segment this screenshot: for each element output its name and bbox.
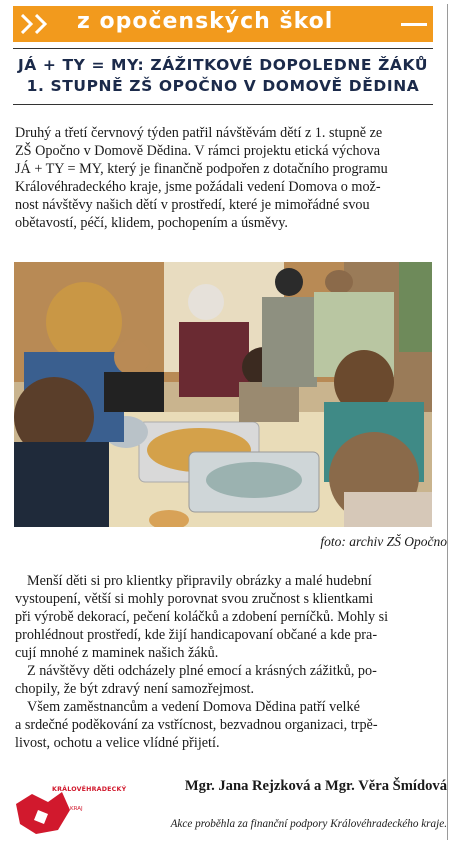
article-authors: Mgr. Jana Rejzková a Mgr. Věra Šmídová bbox=[184, 778, 447, 794]
text-line: Menší děti si pro klientky připravily obrázky a malé hudební bbox=[27, 573, 372, 589]
section-title: z opočenských škol bbox=[77, 9, 334, 34]
logo-subtext: KRAJ bbox=[70, 806, 83, 812]
text-line: vystoupení, větší si mohly porovnat svou zručnost s klientkami bbox=[15, 591, 374, 607]
text-line: při výrobě dekorací, pečení koláčků a zdobení perníčků. Mohly si bbox=[15, 609, 389, 625]
body-paragraphs bbox=[15, 572, 433, 752]
headline-line: JÁ + TY = MY: ZÁŽITKOVÉ DOPOLEDNE ŽÁKŮ bbox=[17, 56, 429, 74]
text-line: nost návštěvy našich dětí v prostředí, které je mimořádné svou bbox=[15, 197, 370, 213]
text-line: a srdečné poděkování za vstřícnost, bezvadnou organizaci, trpě- bbox=[15, 717, 378, 733]
page-border bbox=[447, 4, 448, 840]
text-line: JÁ + TY = MY, který je finančně podpořen z dotačního programu bbox=[15, 161, 388, 177]
headline-rule-top bbox=[13, 48, 433, 49]
article-photo bbox=[14, 262, 432, 527]
article-headline bbox=[13, 55, 433, 97]
headline-rule-bottom bbox=[13, 104, 433, 105]
chevron-right-icon bbox=[21, 14, 33, 34]
header-dash bbox=[401, 23, 427, 26]
photo-caption: foto: archiv ZŠ Opočno bbox=[320, 534, 447, 549]
logo-text: KRÁLOVÉHRADECKÝ bbox=[52, 786, 127, 793]
text-line: ZŠ Opočno v Domově Dědina. V rámci projektu etická výchova bbox=[15, 143, 381, 159]
text-line: Všem zaměstnancům a vedení Domova Dědina patří velké bbox=[27, 699, 360, 715]
text-line: obětavostí, péčí, klidem, pochopením a úsměvy. bbox=[15, 215, 288, 231]
headline-line: 1. STUPNĚ ZŠ OPOČNO V DOMOVĚ DĚDINA bbox=[26, 77, 420, 95]
chevron-right-icon bbox=[35, 14, 47, 34]
text-line: chopily, že být zdravý není samozřejmost. bbox=[15, 681, 255, 697]
text-line: Z návštěvy děti odcházely plné emocí a krásných zážitků, po- bbox=[27, 663, 377, 679]
section-header-bar bbox=[13, 6, 433, 42]
text-line: cují mnohé z maminek našich žáků. bbox=[15, 645, 219, 661]
sponsor-note: Akce proběhla za finanční podpory Královéhradeckého kraje. bbox=[170, 818, 447, 830]
text-line: prohlédnout prostředí, kde žijí handicapovaní občané a kde pra- bbox=[15, 627, 378, 643]
text-line: Druhý a třetí červnový týden patřil návštěvám dětí z 1. stupně ze bbox=[15, 125, 383, 141]
text-line: Královéhradeckého kraje, jsme požádali vedení Domova o mož- bbox=[15, 179, 381, 195]
text-line: livost, ochotu a velice vlídné přijetí. bbox=[15, 735, 220, 751]
intro-paragraph bbox=[15, 124, 433, 232]
